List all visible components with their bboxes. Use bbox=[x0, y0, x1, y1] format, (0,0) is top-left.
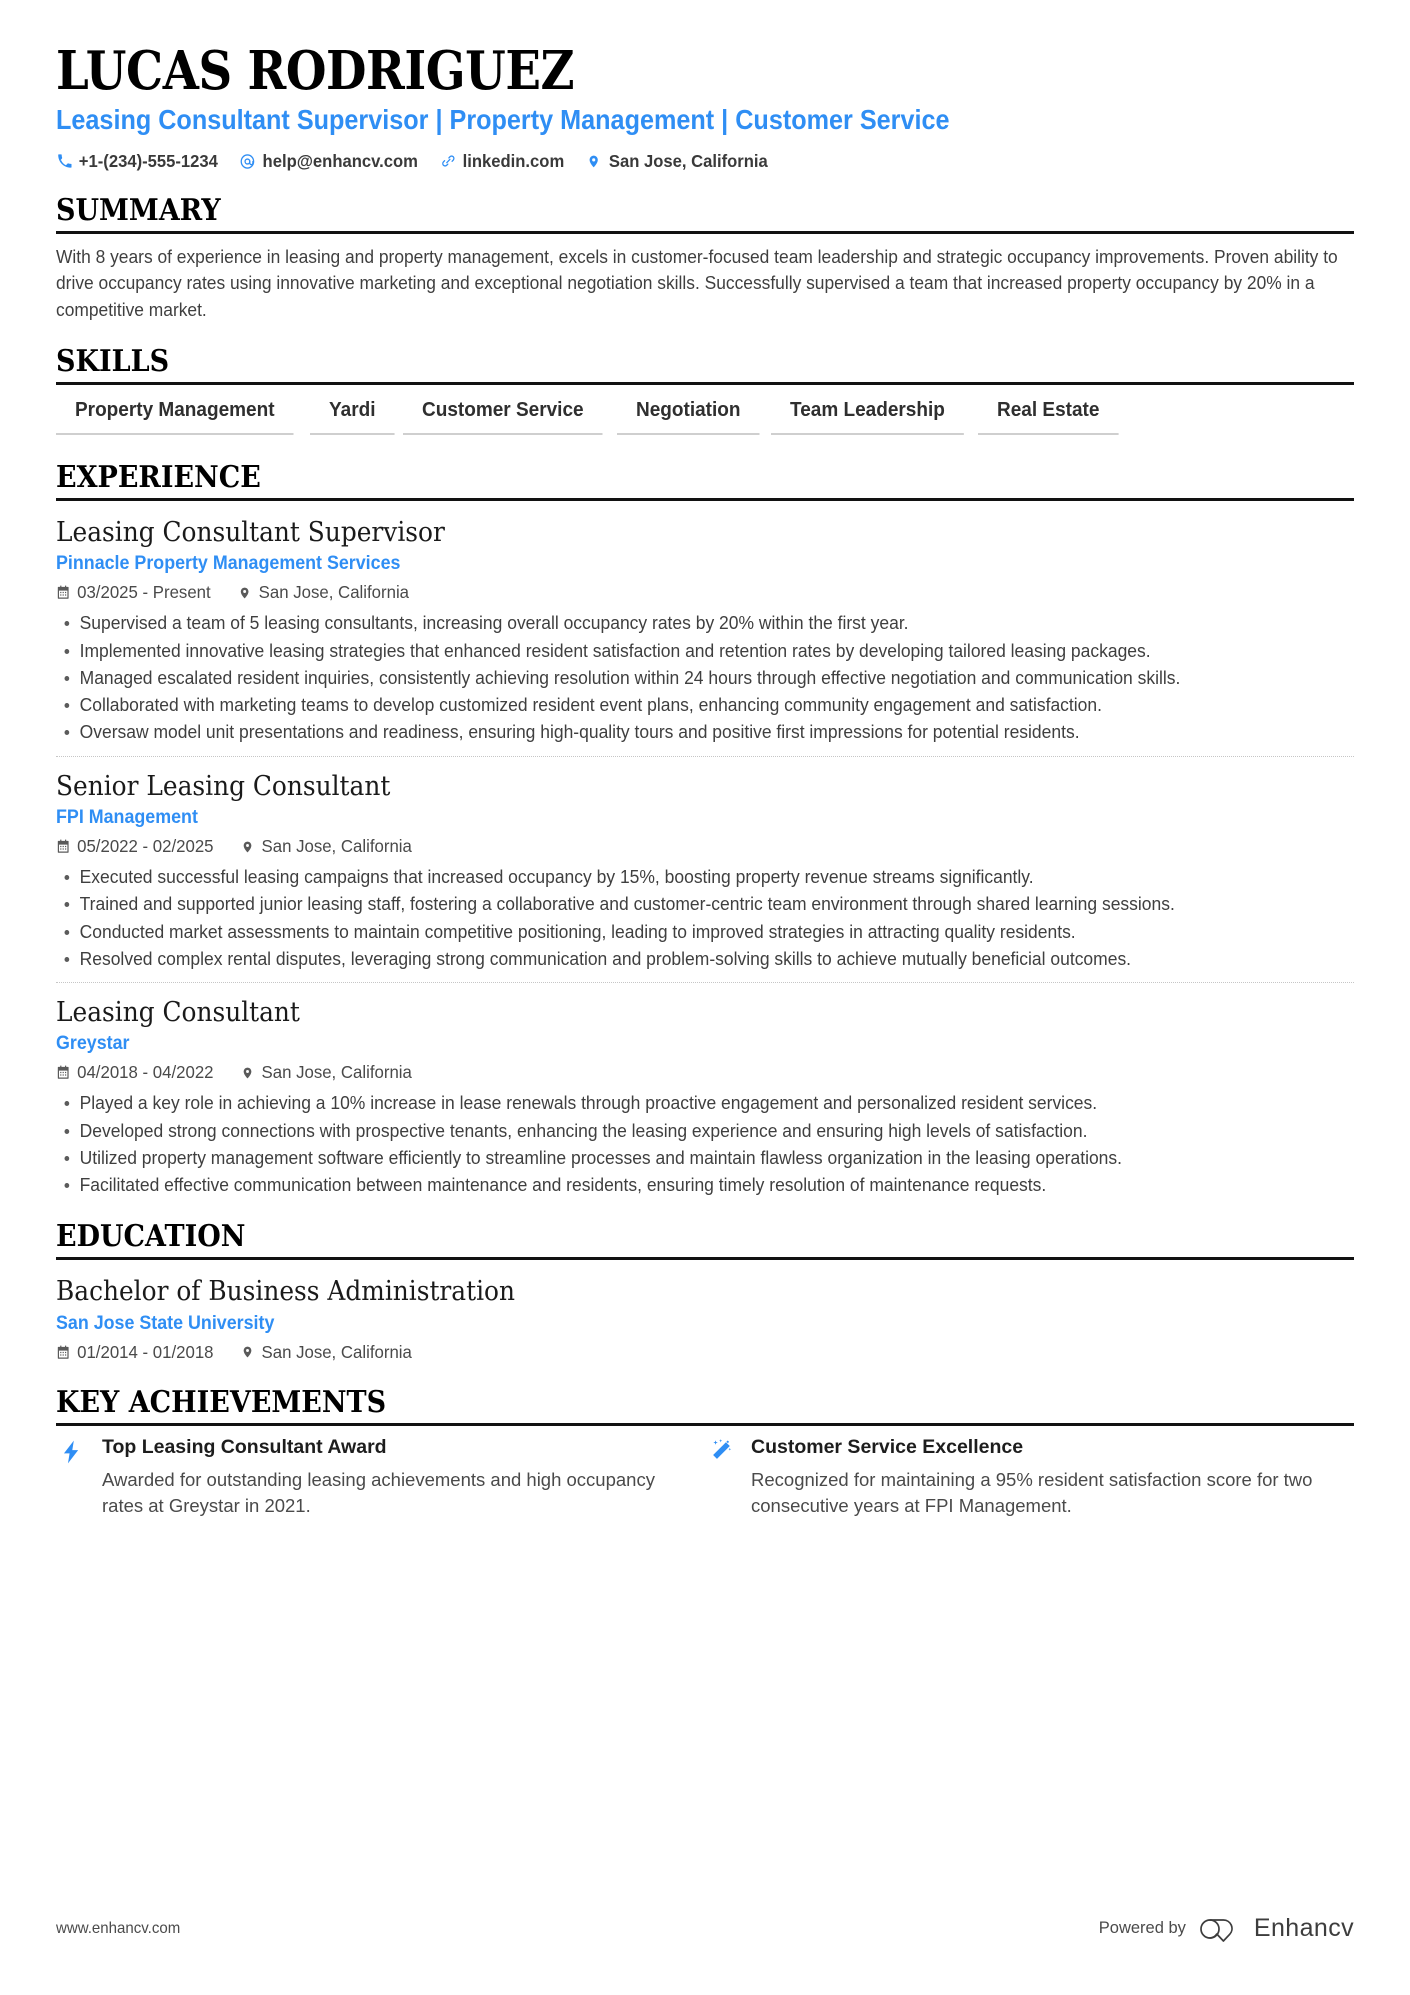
page-footer bbox=[56, 1914, 1354, 1943]
email-icon bbox=[240, 153, 256, 170]
job-location bbox=[240, 836, 411, 857]
achievement-title: Top Leasing Consultant Award bbox=[102, 1435, 387, 1458]
section-title-summary: SUMMARY bbox=[56, 192, 221, 228]
job-bullets bbox=[56, 1090, 1354, 1198]
bullet-item: Developed strong connections with prospective tenants, enhancing the leasing experience and ensuring high levels of satisfaction. bbox=[56, 1118, 1374, 1144]
section-divider bbox=[56, 1423, 1354, 1426]
section-achievements bbox=[56, 1386, 1354, 1519]
job-location-text: San Jose, California bbox=[261, 1062, 412, 1083]
education-meta bbox=[56, 1342, 1302, 1363]
achievement-item bbox=[705, 1436, 1354, 1519]
bullet-item: Resolved complex rental disputes, leveraging strong communication and problem-solving skills to achieve mutually beneficial outcomes. bbox=[56, 946, 1374, 972]
job-title: Leasing Consultant Supervisor bbox=[56, 517, 445, 549]
calendar-icon bbox=[56, 839, 70, 855]
summary-text: With 8 years of experience in leasing and property management, excels in customer-focused team leadership and strategic occupancy improvements. Proven ability to drive occupancy rates using innovative marketing and exceptional negotiation skills. Successfully supervised a team that increased property occupancy by 20% in a competitive market. bbox=[56, 245, 1338, 320]
skills-list bbox=[56, 395, 1354, 435]
bullet-item: Executed successful leasing campaigns that increased occupancy by 15%, boosting property revenue streams significantly. bbox=[56, 864, 1374, 890]
section-summary bbox=[56, 194, 1354, 323]
education-location-text: San Jose, California bbox=[261, 1341, 412, 1362]
enhancv-wordmark: Enhancv bbox=[1253, 1914, 1354, 1942]
job-location bbox=[238, 582, 409, 603]
education-dates bbox=[56, 1342, 214, 1363]
bullet-item: Collaborated with marketing teams to develop customized resident event plans, enhancing community engagement and satisfaction. bbox=[56, 692, 1374, 718]
job-bullets bbox=[56, 610, 1354, 745]
link-icon bbox=[440, 153, 456, 170]
candidate-name: LUCAS RODRIGUEZ bbox=[56, 40, 575, 102]
achievements-grid bbox=[56, 1436, 1354, 1519]
section-skills bbox=[56, 345, 1354, 435]
section-title-skills: SKILLS bbox=[56, 344, 170, 380]
location-pin-icon bbox=[240, 839, 254, 855]
section-title-achievements: KEY ACHIEVEMENTS bbox=[56, 1384, 387, 1420]
section-title-education: EDUCATION bbox=[56, 1219, 246, 1255]
achievement-body bbox=[102, 1436, 665, 1519]
bullet-item: Oversaw model unit presentations and readiness, ensuring high-quality tours and positive first impressions for potential residents. bbox=[56, 719, 1374, 745]
bullet-item: Implemented innovative leasing strategies that enhanced resident satisfaction and retention rates by developing tailored leasing packages. bbox=[56, 638, 1374, 664]
bullet-item: Conducted market assessments to maintain competitive positioning, leading to improved strategies in attracting quality residents. bbox=[56, 919, 1374, 945]
candidate-headline: Leasing Consultant Supervisor | Property Management | Customer Service bbox=[56, 104, 950, 136]
education-dates-text: 01/2014 - 01/2018 bbox=[77, 1341, 214, 1362]
phone-icon bbox=[56, 153, 72, 170]
achievement-description: Awarded for outstanding leasing achievements and high occupancy rates at Greystar in 2021. bbox=[102, 1469, 655, 1517]
lightning-bolt-icon bbox=[56, 1436, 86, 1468]
section-title-experience: EXPERIENCE bbox=[56, 460, 261, 496]
company-name[interactable]: FPI Management bbox=[56, 807, 198, 829]
section-divider bbox=[56, 231, 1354, 234]
resume-header bbox=[56, 40, 1354, 172]
contact-linkedin[interactable] bbox=[440, 151, 564, 172]
job-title: Senior Leasing Consultant bbox=[56, 770, 391, 802]
bullet-item: Managed escalated resident inquiries, consistently achieving resolution within 24 hours through effective negotiation and communication skills. bbox=[56, 665, 1374, 691]
education-entry bbox=[56, 1270, 1354, 1362]
school-name[interactable]: San Jose State University bbox=[56, 1312, 275, 1334]
job-location bbox=[240, 1062, 411, 1083]
location-pin-icon bbox=[586, 153, 602, 170]
job-dates bbox=[56, 582, 211, 603]
location-pin-icon bbox=[240, 1344, 254, 1360]
section-divider bbox=[56, 498, 1354, 501]
job-dates-text: 05/2022 - 02/2025 bbox=[77, 836, 214, 857]
footer-url[interactable]: www.enhancv.com bbox=[56, 1919, 181, 1937]
achievement-title: Customer Service Excellence bbox=[751, 1435, 1024, 1458]
achievement-body bbox=[751, 1436, 1314, 1519]
skill-chip: Yardi bbox=[310, 395, 394, 435]
job-dates bbox=[56, 1062, 214, 1083]
contact-phone-text: +1-(234)-555-1234 bbox=[78, 150, 218, 171]
job-location-text: San Jose, California bbox=[261, 836, 412, 857]
location-pin-icon bbox=[240, 1065, 254, 1081]
job-dates-text: 03/2025 - Present bbox=[77, 582, 211, 603]
education-location bbox=[240, 1342, 411, 1363]
calendar-icon bbox=[56, 585, 70, 601]
skill-chip: Property Management bbox=[56, 395, 294, 435]
bullet-item: Played a key role in achieving a 10% increase in lease renewals through proactive engagement and personalized resident services. bbox=[56, 1090, 1374, 1116]
contact-location-text: San Jose, California bbox=[608, 150, 768, 171]
skill-chip: Team Leadership bbox=[771, 395, 964, 435]
contact-linkedin-text: linkedin.com bbox=[462, 150, 565, 171]
section-divider bbox=[56, 382, 1354, 385]
job-title: Leasing Consultant bbox=[56, 997, 300, 1029]
job-dates bbox=[56, 836, 214, 857]
powered-by-label: Powered by bbox=[1098, 1919, 1186, 1937]
bullet-item: Supervised a team of 5 leasing consultants, increasing overall occupancy rates by 20% within the first year. bbox=[56, 610, 1374, 636]
enhancv-logo bbox=[1199, 1914, 1354, 1943]
contact-location bbox=[586, 151, 768, 172]
experience-entry bbox=[56, 756, 1354, 972]
section-divider bbox=[56, 1257, 1354, 1260]
section-experience bbox=[56, 461, 1354, 1198]
experience-entry bbox=[56, 511, 1354, 746]
section-education bbox=[56, 1220, 1354, 1362]
achievement-description: Recognized for maintaining a 95% resident satisfaction score for two consecutive years at FPI Management. bbox=[751, 1469, 1313, 1517]
skill-chip: Customer Service bbox=[403, 395, 603, 435]
job-location-text: San Jose, California bbox=[258, 582, 410, 603]
contact-email-text: help@enhancv.com bbox=[262, 150, 418, 171]
bullet-item: Facilitated effective communication between maintenance and residents, ensuring timely resolution of maintenance requests. bbox=[56, 1172, 1374, 1198]
job-meta bbox=[56, 582, 1302, 603]
enhancv-mark-icon bbox=[1199, 1916, 1245, 1942]
degree-title: Bachelor of Business Administration bbox=[56, 1276, 516, 1308]
bullet-item: Trained and supported junior leasing staff, fostering a collaborative and customer-centric team environment through shared learning sessions. bbox=[56, 891, 1374, 917]
company-name[interactable]: Pinnacle Property Management Services bbox=[56, 553, 401, 575]
contact-phone[interactable] bbox=[56, 151, 218, 172]
achievement-item bbox=[56, 1436, 705, 1519]
contact-email[interactable] bbox=[240, 151, 418, 172]
location-pin-icon bbox=[238, 585, 252, 601]
experience-entry bbox=[56, 982, 1354, 1198]
job-bullets bbox=[56, 864, 1354, 972]
job-dates-text: 04/2018 - 04/2022 bbox=[77, 1062, 214, 1083]
calendar-icon bbox=[56, 1065, 70, 1081]
magic-wand-icon bbox=[705, 1436, 735, 1468]
company-name[interactable]: Greystar bbox=[56, 1033, 130, 1055]
calendar-icon bbox=[56, 1344, 70, 1360]
footer-branding bbox=[1099, 1914, 1354, 1943]
job-meta bbox=[56, 836, 1302, 857]
bullet-item: Utilized property management software efficiently to streamline processes and maintain flawless organization in the leasing operations. bbox=[56, 1145, 1374, 1171]
job-meta bbox=[56, 1062, 1302, 1083]
contact-row bbox=[56, 151, 1289, 172]
skill-chip: Real Estate bbox=[978, 395, 1118, 435]
skill-chip: Negotiation bbox=[617, 395, 760, 435]
